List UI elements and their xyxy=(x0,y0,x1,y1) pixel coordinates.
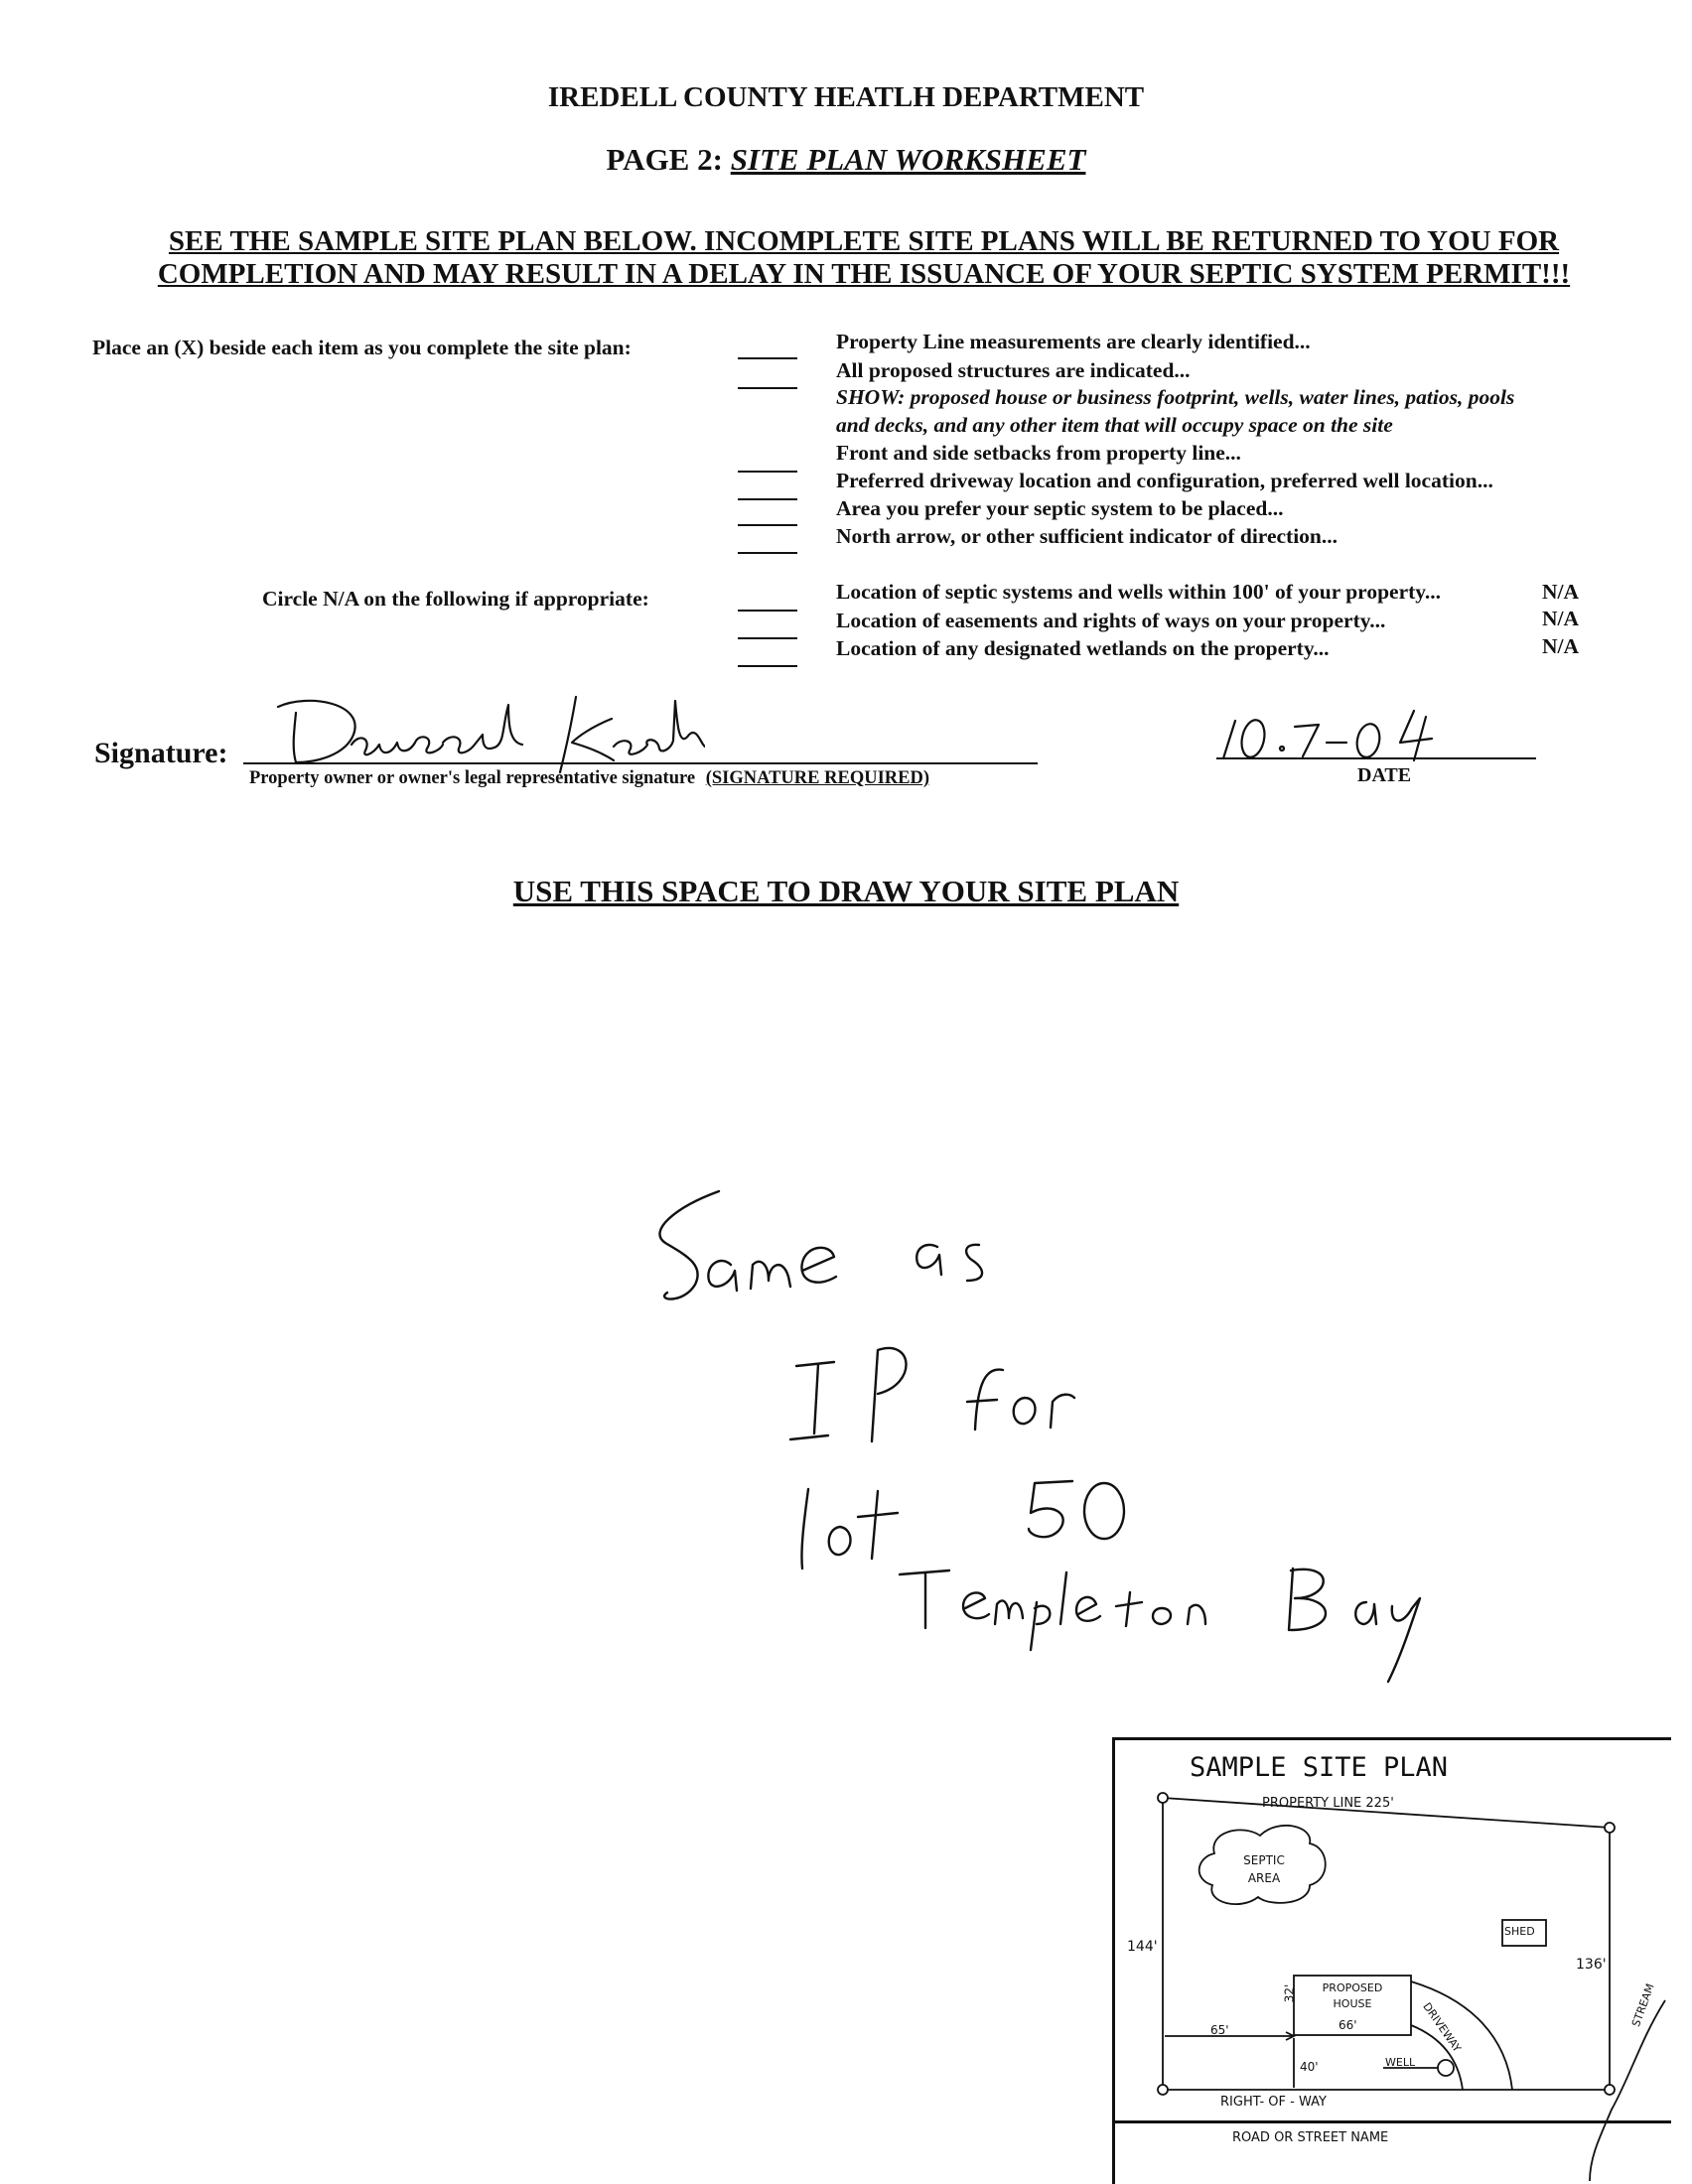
shed-label: SHED xyxy=(1504,1925,1535,1938)
handwritten-note xyxy=(635,1181,1430,1698)
checkbox-blank[interactable] xyxy=(738,610,797,612)
na-item: Location of septic systems and wells within 100' of your property... xyxy=(836,580,1441,604)
right-of-way-label: RIGHT- OF - WAY xyxy=(1220,2095,1327,2110)
na-instruction: Circle N/A on the following if appropriate: xyxy=(262,587,649,611)
sample-plan-title: SAMPLE SITE PLAN xyxy=(1189,1752,1449,1783)
handwritten-signature xyxy=(248,683,705,774)
driveway-label: DRIVEWAY xyxy=(1420,2000,1464,2055)
warning-line-1: SEE THE SAMPLE SITE PLAN BELOW. INCOMPLETE SITE PLANS WILL BE RETURNED TO YOU FOR xyxy=(168,225,1560,257)
signature-caption xyxy=(249,768,929,789)
side-setback: 65' xyxy=(1210,2023,1229,2037)
sample-site-plan xyxy=(1112,1737,1671,2184)
checklist-item: Property Line measurements are clearly identified... xyxy=(836,330,1311,353)
septic-area-label: SEPTIC AREA xyxy=(1243,1853,1285,1885)
na-option[interactable]: N/A xyxy=(1542,580,1580,604)
page-name: SITE PLAN WORKSHEET xyxy=(730,142,1086,177)
front-setback: 40' xyxy=(1300,2060,1319,2074)
checkbox-blank[interactable] xyxy=(738,498,797,500)
right-dimension: 136' xyxy=(1576,1957,1607,1973)
house-width: 66' xyxy=(1339,2018,1357,2032)
na-item: Location of any designated wetlands on the property... xyxy=(836,636,1330,660)
warning-notice xyxy=(60,225,1668,291)
page-subtitle xyxy=(0,142,1692,178)
checklist-item: Area you prefer your septic system to be placed... xyxy=(836,496,1284,520)
checklist-item: and decks, and any other item that will occupy space on the site xyxy=(836,413,1393,437)
checklist-item: SHOW: proposed house or business footprint, wells, water lines, patios, pools xyxy=(836,385,1515,409)
drawing-area-heading: USE THIS SPACE TO DRAW YOUR SITE PLAN xyxy=(512,874,1180,908)
department-title: IREDELL COUNTY HEATLH DEPARTMENT xyxy=(547,81,1145,113)
warning-line-2: COMPLETION AND MAY RESULT IN A DELAY IN THE ISSUANCE OF YOUR SEPTIC SYSTEM PERMIT!!! xyxy=(157,258,1571,290)
handwritten-date xyxy=(1219,703,1458,762)
na-item: Location of easements and rights of ways on your property... xyxy=(836,609,1386,632)
checkbox-blank[interactable] xyxy=(738,471,797,473)
page-label: PAGE 2: xyxy=(606,142,723,177)
checklist-item: All proposed structures are indicated... xyxy=(836,358,1191,382)
property-line-label: PROPERTY LINE 225' xyxy=(1262,1796,1394,1811)
road-label: ROAD OR STREET NAME xyxy=(1232,2130,1389,2145)
checklist-item: North arrow, or other sufficient indicator of direction... xyxy=(836,524,1338,548)
checklist-item: Front and side setbacks from property line... xyxy=(836,441,1241,465)
house-depth: 32' xyxy=(1282,1983,1297,2003)
checkbox-blank[interactable] xyxy=(738,637,797,639)
checkbox-blank[interactable] xyxy=(738,524,797,526)
date-label: DATE xyxy=(1357,764,1412,786)
signature-label: Signature: xyxy=(94,737,228,769)
na-option[interactable]: N/A xyxy=(1542,607,1580,630)
checkbox-blank[interactable] xyxy=(738,357,797,359)
house-label: PROPOSED HOUSE xyxy=(1322,1981,1383,2010)
checkbox-blank[interactable] xyxy=(738,552,797,554)
checklist-instruction: Place an (X) beside each item as you complete the site plan: xyxy=(92,336,632,359)
signature-required: (SIGNATURE REQUIRED) xyxy=(705,768,929,788)
stream-label: STREAM xyxy=(1629,1981,1657,2029)
checkbox-blank[interactable] xyxy=(738,387,797,389)
left-dimension: 144' xyxy=(1127,1939,1158,1955)
checkbox-blank[interactable] xyxy=(738,665,797,667)
well-label: WELL xyxy=(1385,2056,1416,2069)
signature-caption-text: Property owner or owner's legal representative signature xyxy=(249,768,696,788)
na-option[interactable]: N/A xyxy=(1542,634,1580,658)
checklist-item: Preferred driveway location and configuration, preferred well location... xyxy=(836,469,1493,492)
